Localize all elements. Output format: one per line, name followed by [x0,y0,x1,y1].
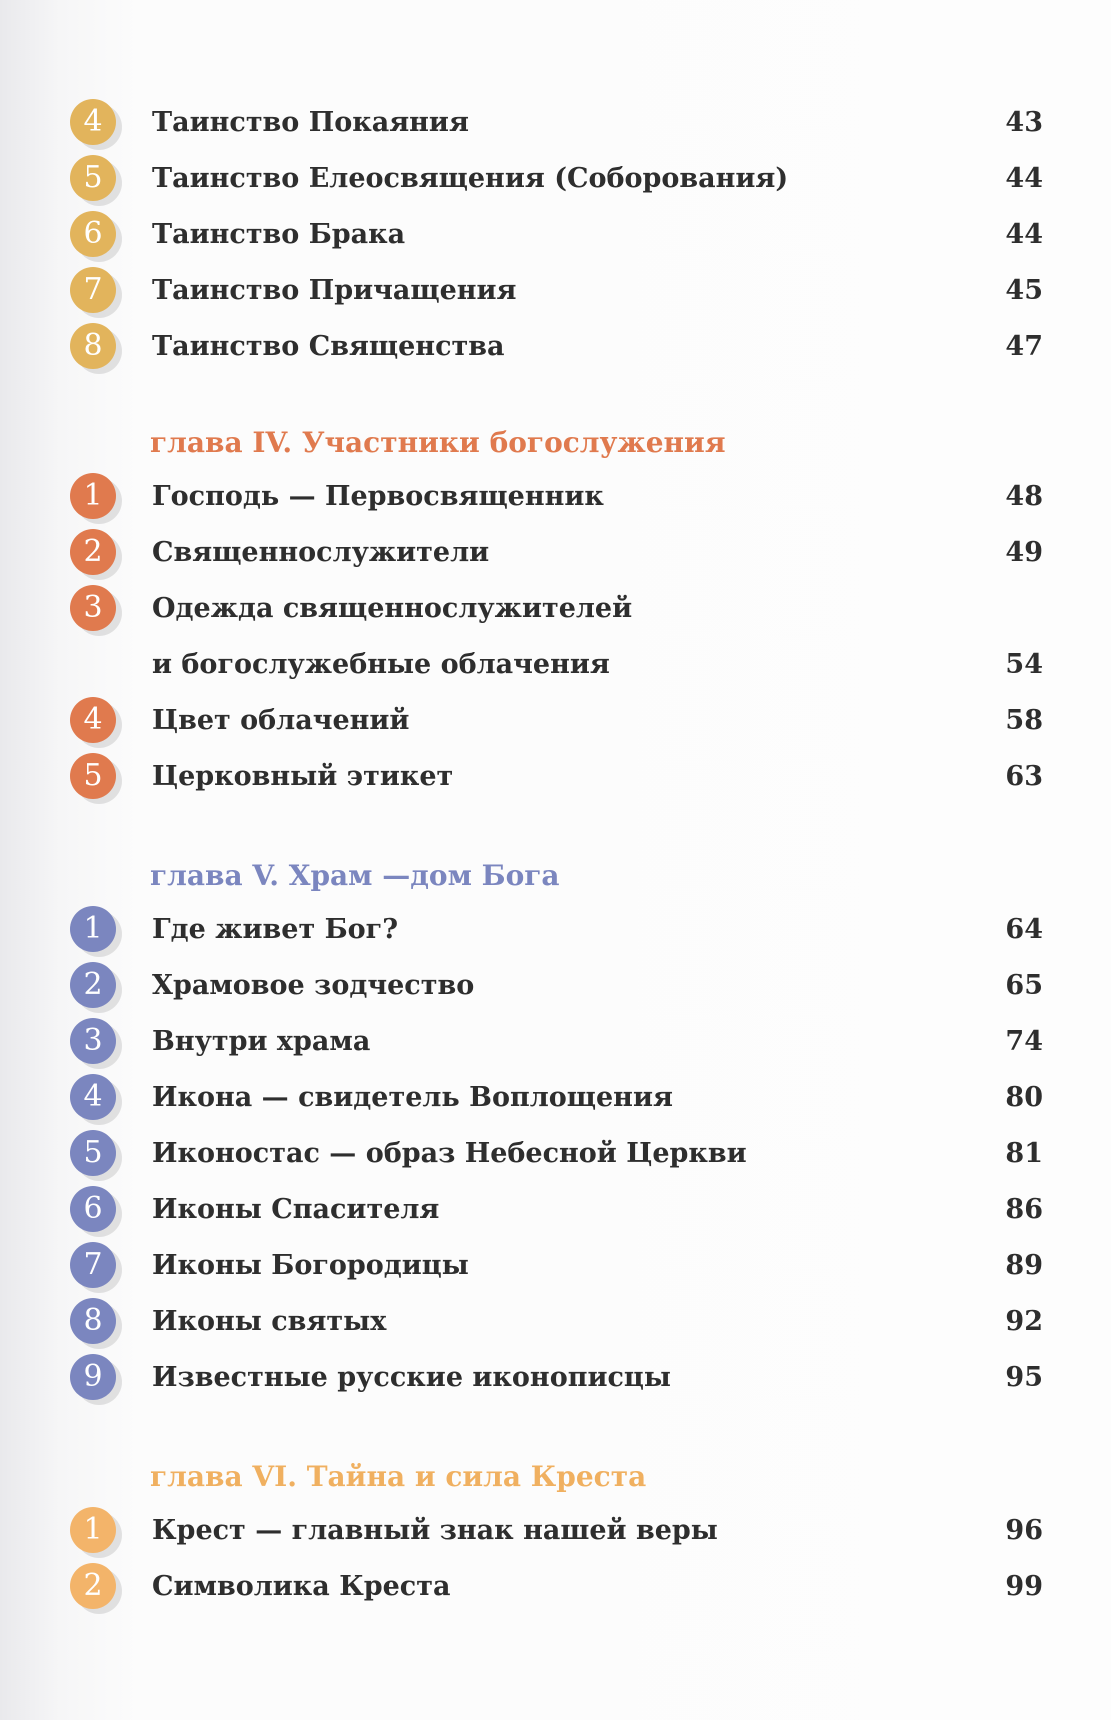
entry-title: Где живет Бог? [152,914,399,945]
toc-entry[interactable] [0,1126,1111,1182]
entry-title: Иконы святых [152,1306,387,1337]
number-badge: 3 [70,585,116,631]
toc-entry[interactable] [0,263,1111,319]
number-badge: 4 [70,1074,116,1120]
entry-page-number: 43 [1005,107,1043,138]
entry-page-number: 92 [1005,1306,1043,1337]
entry-title: Священнослужители [152,537,490,568]
toc-entry[interactable] [0,95,1111,151]
toc-entry[interactable] [0,902,1111,958]
entry-title: Внутри храма [152,1026,371,1057]
number-badge: 1 [70,906,116,952]
number-badge: 1 [70,1507,116,1553]
toc-entry[interactable] [0,1350,1111,1406]
entry-page-number: 54 [1005,649,1043,680]
number-badge: 8 [70,323,116,369]
entry-page-number: 99 [1005,1571,1043,1602]
entry-page-number: 74 [1005,1026,1043,1057]
entry-title: Таинство Елеосвящения (Соборования) [152,163,789,194]
entry-title: Иконы Спасителя [152,1194,440,1225]
toc-entry[interactable] [0,1503,1111,1559]
entry-title: Одежда священнослужителей [152,593,633,624]
number-badge: 5 [70,753,116,799]
toc-entry[interactable] [0,1238,1111,1294]
toc-entry[interactable] [0,151,1111,207]
chapter-title[interactable]: глава IV. Участники богослужения [150,426,726,459]
number-badge: 9 [70,1354,116,1400]
chapter-title[interactable]: глава VI. Тайна и сила Креста [150,1460,647,1493]
entry-page-number: 48 [1005,481,1043,512]
entry-title: Господь — Первосвященник [152,481,604,512]
entry-page-number: 47 [1005,331,1043,362]
entry-title: Цвет облачений [152,705,410,736]
number-badge: 2 [70,529,116,575]
entry-title: Иконы Богородицы [152,1250,469,1281]
number-badge: 8 [70,1298,116,1344]
entry-page-number: 89 [1005,1250,1043,1281]
number-badge: 2 [70,1563,116,1609]
entry-title: Храмовое зодчество [152,970,475,1001]
entry-title: Церковный этикет [152,761,454,792]
toc-entry[interactable] [0,693,1111,749]
entry-page-number: 81 [1005,1138,1043,1169]
number-badge: 6 [70,211,116,257]
entry-title: Икона — свидетель Воплощения [152,1082,673,1113]
entry-title: Иконостас — образ Небесной Церкви [152,1138,747,1169]
number-badge: 5 [70,1130,116,1176]
entry-title: Известные русские иконописцы [152,1362,671,1393]
entry-title-continuation: и богослужебные облачения [152,649,610,680]
entry-page-number: 64 [1005,914,1043,945]
toc-entry[interactable] [0,1182,1111,1238]
toc-entry[interactable] [0,469,1111,525]
number-badge: 3 [70,1018,116,1064]
entry-title: Таинство Покаяния [152,107,469,138]
entry-page-number: 45 [1005,275,1043,306]
entry-page-number: 44 [1005,219,1043,250]
entry-page-number: 58 [1005,705,1043,736]
entry-page-number: 49 [1005,537,1043,568]
toc-entry[interactable] [0,1070,1111,1126]
toc-entry[interactable] [0,207,1111,263]
toc-entry[interactable] [0,581,1111,693]
number-badge: 2 [70,962,116,1008]
entry-page-number: 44 [1005,163,1043,194]
toc-entry[interactable] [0,1014,1111,1070]
entry-page-number: 86 [1005,1194,1043,1225]
number-badge: 7 [70,267,116,313]
entry-title: Таинство Причащения [152,275,517,306]
number-badge: 6 [70,1186,116,1232]
entry-title: Таинство Брака [152,219,406,250]
entry-page-number: 80 [1005,1082,1043,1113]
number-badge: 1 [70,473,116,519]
toc-entry[interactable] [0,1294,1111,1350]
toc-entry[interactable] [0,749,1111,805]
entry-page-number: 95 [1005,1362,1043,1393]
toc-entry[interactable] [0,319,1111,375]
toc-entry[interactable] [0,958,1111,1014]
entry-page-number: 65 [1005,970,1043,1001]
number-badge: 7 [70,1242,116,1288]
number-badge: 5 [70,155,116,201]
entry-title: Таинство Священства [152,331,505,362]
number-badge: 4 [70,99,116,145]
entry-page-number: 63 [1005,761,1043,792]
toc-entry[interactable] [0,525,1111,581]
entry-title: Крест — главный знак нашей веры [152,1515,718,1546]
chapter-title[interactable]: глава V. Храм —дом Бога [150,859,560,892]
toc-entry[interactable] [0,1559,1111,1615]
entry-page-number: 96 [1005,1515,1043,1546]
number-badge: 4 [70,697,116,743]
entry-title: Символика Креста [152,1571,451,1602]
